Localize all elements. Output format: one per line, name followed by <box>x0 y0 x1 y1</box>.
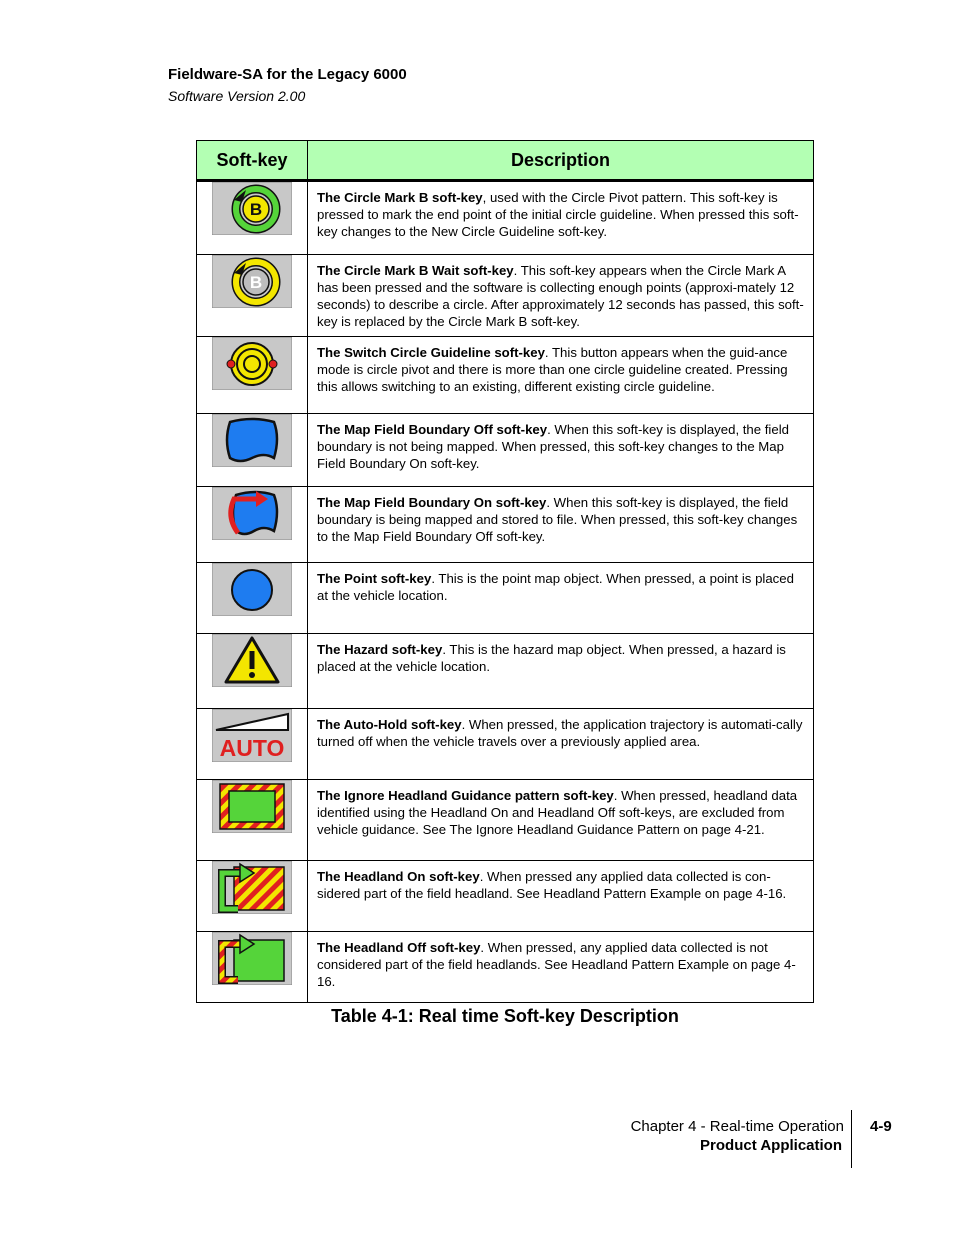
softkey-name: The Hazard soft-key <box>317 642 443 657</box>
table-header-row <box>197 141 814 181</box>
switch-circle-guideline-icon <box>212 337 292 390</box>
softkey-description: . When pressed, any applied data collected is not considered part of the field headlands. See Headland Pattern Example on page 4-16. <box>317 940 796 989</box>
table-row <box>197 932 814 1003</box>
circle-mark-b-wait-icon <box>212 255 292 308</box>
softkey-cell <box>197 932 308 1003</box>
description-cell <box>308 932 814 1003</box>
map-field-boundary-on-icon <box>212 487 292 540</box>
description-cell <box>308 861 814 932</box>
softkey-description: . This is the hazard map object. When pressed, a hazard is placed at the vehicle location. <box>317 642 786 674</box>
softkey-description: , used with the Circle Pivot pattern. This soft-key is pressed to mark the end point of the initial circle guideline. When pressed this soft-key changes to the New Circle Guideline soft-key. <box>317 190 799 239</box>
softkey-description: . When pressed, the application trajectory is automati-cally turned off when the vehicle travels over a previously applied area. <box>317 717 803 749</box>
description-cell <box>308 780 814 861</box>
column-header-softkey: Soft-key <box>197 141 308 181</box>
softkey-name: The Circle Mark B Wait soft-key <box>317 263 514 278</box>
table-row <box>197 861 814 932</box>
softkey-cell <box>197 709 308 780</box>
softkey-cell <box>197 634 308 709</box>
table-row <box>197 487 814 563</box>
document-title: Fieldware-SA for the Legacy 6000 <box>168 66 407 83</box>
description-cell <box>308 414 814 487</box>
softkey-description: . When pressed any applied data collected is con-sidered part of the field headland. See Headland Pattern Example on page 4-16. <box>317 869 787 901</box>
svg-text:B: B <box>249 273 263 292</box>
auto-label: AUTO <box>219 735 285 761</box>
softkey-cell <box>197 563 308 634</box>
softkey-cell <box>197 414 308 487</box>
softkey-name: The Switch Circle Guideline soft-key <box>317 345 545 360</box>
softkey-description: . This soft-key appears when the Circle Mark A has been pressed and the software is collecting enough points (approxi-mately 12 seconds) to describe a circle. After approximately 12 seconds has passed, this soft-key is replaced by the Circle Mark B soft-key. <box>317 263 804 329</box>
softkey-description: . When pressed, headland data identified using the Headland On and Headland Off soft-keys, are excluded from vehicle guidance. See The Ignore Headland Guidance Pattern on page 4-21. <box>317 788 798 837</box>
softkey-name: The Headland On soft-key <box>317 869 480 884</box>
table-row <box>197 414 814 487</box>
description-cell <box>308 563 814 634</box>
softkey-name: The Map Field Boundary Off soft-key <box>317 422 548 437</box>
softkey-table <box>196 140 814 1003</box>
table-row <box>197 563 814 634</box>
point-icon <box>212 563 292 616</box>
page-number: 4-9 <box>870 1118 892 1135</box>
description-cell <box>308 634 814 709</box>
footer-product: Product Application <box>700 1137 842 1154</box>
description-cell <box>308 337 814 414</box>
footer-divider <box>851 1110 852 1168</box>
headland-on-icon <box>212 861 292 914</box>
hazard-icon <box>212 634 292 687</box>
software-version: Software Version 2.00 <box>168 88 306 104</box>
table-row <box>197 181 814 255</box>
softkey-name: The Circle Mark B soft-key <box>317 190 483 205</box>
table-row <box>197 634 814 709</box>
ignore-headland-guidance-icon <box>212 780 292 833</box>
softkey-cell <box>197 780 308 861</box>
softkey-cell <box>197 181 308 255</box>
softkey-cell <box>197 337 308 414</box>
svg-text:B: B <box>249 200 263 219</box>
description-cell <box>308 255 814 337</box>
table-row <box>197 255 814 337</box>
headland-off-icon <box>212 932 292 985</box>
column-header-description: Description <box>308 141 814 181</box>
softkey-name: The Map Field Boundary On soft-key <box>317 495 547 510</box>
softkey-name: The Headland Off soft-key <box>317 940 481 955</box>
softkey-name: The Ignore Headland Guidance pattern soft-key <box>317 788 614 803</box>
table-row <box>197 337 814 414</box>
description-cell <box>308 181 814 255</box>
softkey-description: . This button appears when the guid-ance mode is circle pivot and there is more than one circle guideline created. Pressing this allows switching to an existing, different existing circle guideline. <box>317 345 788 394</box>
table-row <box>197 709 814 780</box>
description-cell <box>308 709 814 780</box>
table-row <box>197 780 814 861</box>
map-field-boundary-off-icon <box>212 414 292 467</box>
footer-chapter: Chapter 4 - Real-time Operation <box>630 1118 844 1135</box>
circle-mark-b-icon <box>212 182 292 235</box>
softkey-description: . When this soft-key is displayed, the field boundary is being mapped and stored to file. When pressed, this soft-key changes to the Map Field Boundary Off soft-key. <box>317 495 798 544</box>
softkey-cell <box>197 255 308 337</box>
softkey-cell <box>197 861 308 932</box>
table-caption: Table 4-1: Real time Soft-key Description <box>331 1006 679 1026</box>
softkey-description: . This is the point map object. When pressed, a point is placed at the vehicle location. <box>317 571 794 603</box>
softkey-description: . When this soft-key is displayed, the field boundary is not being mapped. When pressed, this soft-key changes to the Map Field Boundary On soft-key. <box>317 422 789 471</box>
softkey-cell <box>197 487 308 563</box>
description-cell <box>308 487 814 563</box>
auto-hold-icon <box>212 709 292 762</box>
softkey-name: The Auto-Hold soft-key <box>317 717 462 732</box>
softkey-name: The Point soft-key <box>317 571 432 586</box>
